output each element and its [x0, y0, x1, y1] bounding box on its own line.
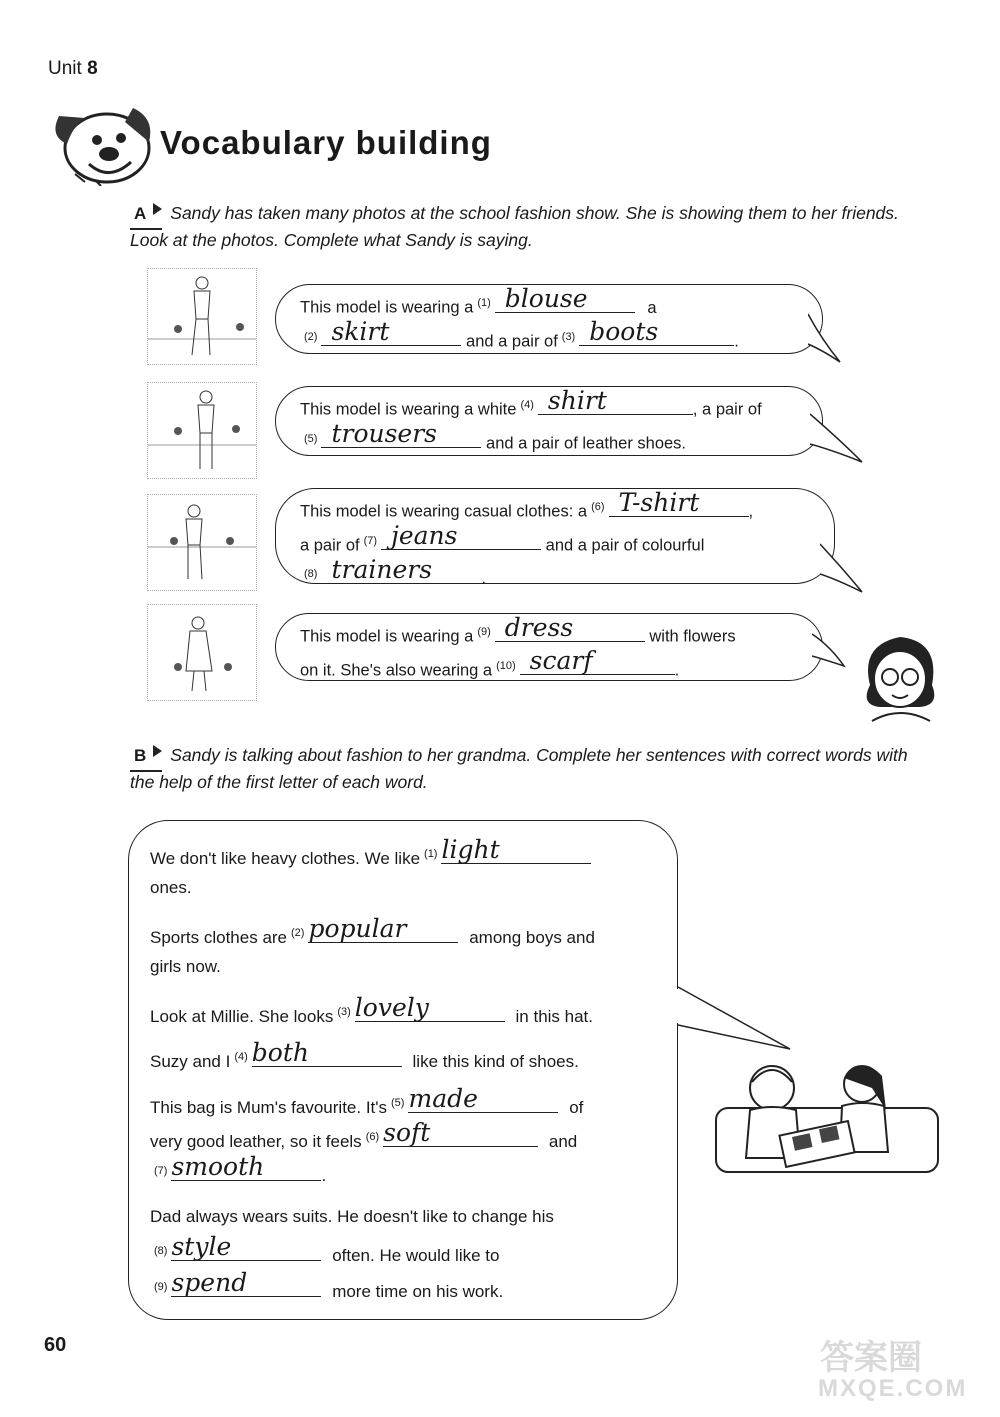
grandma-and-sandy-icon — [712, 1048, 942, 1178]
b-sentence-3: Look at Millie. She looks $^{(3)}$ lovely in this hat. — [150, 993, 594, 1026]
speech-bubble-1: This model is wearing a $^{(1)}$ blouse a $^{(2)}$ skirt and a pair of $^{(3)}$ boots . — [275, 284, 823, 354]
b-sentence-7: $^{(7)}$ smooth . — [154, 1152, 327, 1185]
answer-blank-5[interactable]: trousers — [321, 427, 481, 448]
speech-bubble-4: This model is wearing a $^{(9)}$ dress with flowers on it. She's also wearing a $^{(10)}$ scarf . — [275, 613, 823, 681]
b-answer-blank-7[interactable]: smooth — [171, 1160, 321, 1181]
b-answer-blank-3[interactable]: lovely — [355, 1001, 505, 1022]
section-b-tag: B — [130, 742, 162, 769]
section-a-tag: A — [130, 200, 162, 227]
bubble-tail-1 — [808, 310, 844, 366]
bubble-tail-3 — [820, 540, 866, 596]
unit-label: Unit 8 — [48, 58, 98, 79]
b-sentence-1: We don't like heavy clothes. We like $^{(1)}$ light — [150, 843, 591, 870]
b-sentence-10: $^{(9)}$ spend more time on his work. — [154, 1268, 504, 1301]
b-sentence-1-cont: ones. — [150, 878, 192, 897]
unit-number: 8 — [87, 58, 98, 79]
watermark-logo: 答案圈 — [820, 1339, 922, 1377]
b-sentence-9: $^{(8)}$ style often. He would like to — [154, 1232, 500, 1265]
sandy-girl-icon — [850, 625, 950, 725]
b-answer-blank-5[interactable]: made — [408, 1092, 558, 1113]
bubble-tail-2 — [810, 410, 866, 466]
answer-blank-1[interactable]: blouse — [495, 292, 635, 313]
answer-blank-9[interactable]: dress — [495, 621, 645, 642]
section-a-instruction: A Sandy has taken many photos at the school fashion show. She is showing them to her friends. Look at the photos. Complete what Sandy is saying. — [130, 200, 930, 254]
section-b-instruction: B Sandy is talking about fashion to her grandma. Complete her sentences with correct words with the help of the first letter of each word. — [130, 742, 930, 796]
b-answer-blank-8[interactable]: style — [171, 1240, 321, 1261]
answer-blank-10[interactable]: scarf — [520, 654, 675, 675]
b-sentence-6: very good leather, so it feels $^{(6)}$ soft and — [150, 1118, 578, 1151]
answer-blank-3[interactable]: boots — [579, 325, 734, 346]
b-answer-blank-4[interactable]: both — [252, 1046, 402, 1067]
answer-blank-4[interactable]: shirt — [538, 394, 693, 415]
b-sentence-4: Suzy and I $^{(4)}$ both like this kind of shoes. — [150, 1038, 579, 1071]
page-title: Vocabulary building — [160, 124, 492, 161]
b-sentence-2: Sports clothes are $^{(2)}$ popular among boys and — [150, 914, 595, 947]
page-number: 60 — [44, 1334, 67, 1356]
section-b-bubble-tail — [676, 985, 796, 1055]
photo-model-2 — [147, 382, 257, 479]
answer-blank-6[interactable]: T-shirt — [609, 496, 749, 517]
speech-bubble-3: This model is wearing casual clothes: a $^{(6)}$ T-shirt , a pair of $^{(7)}$ jeans and a pair of colourful $^{(8)}$ trainers . — [275, 488, 835, 584]
speech-bubble-2: This model is wearing a white $^{(4)}$ shirt , a pair of $^{(5)}$ trousers and a pair of leather shoes. — [275, 386, 823, 456]
answer-blank-8[interactable]: trainers — [321, 563, 481, 584]
b-answer-blank-1[interactable]: light — [441, 843, 591, 864]
b-answer-blank-2[interactable]: popular — [308, 922, 458, 943]
b-sentence-8: Dad always wears suits. He doesn't like to change his — [150, 1207, 554, 1226]
bubble-tail-4 — [812, 630, 848, 670]
photo-model-1 — [147, 268, 257, 365]
photo-model-3 — [147, 494, 257, 591]
answer-blank-2[interactable]: skirt — [321, 325, 461, 346]
b-sentence-5: This bag is Mum's favourite. It's $^{(5)}$ made of — [150, 1084, 584, 1117]
b-answer-blank-6[interactable]: soft — [383, 1126, 538, 1147]
watermark-url: MXQE.COM — [818, 1375, 968, 1402]
mascot-dog-icon — [45, 96, 163, 186]
b-sentence-2-cont: girls now. — [150, 957, 221, 976]
answer-blank-7[interactable]: jeans — [381, 529, 541, 550]
b-answer-blank-9[interactable]: spend — [171, 1276, 321, 1297]
photo-model-4 — [147, 604, 257, 701]
